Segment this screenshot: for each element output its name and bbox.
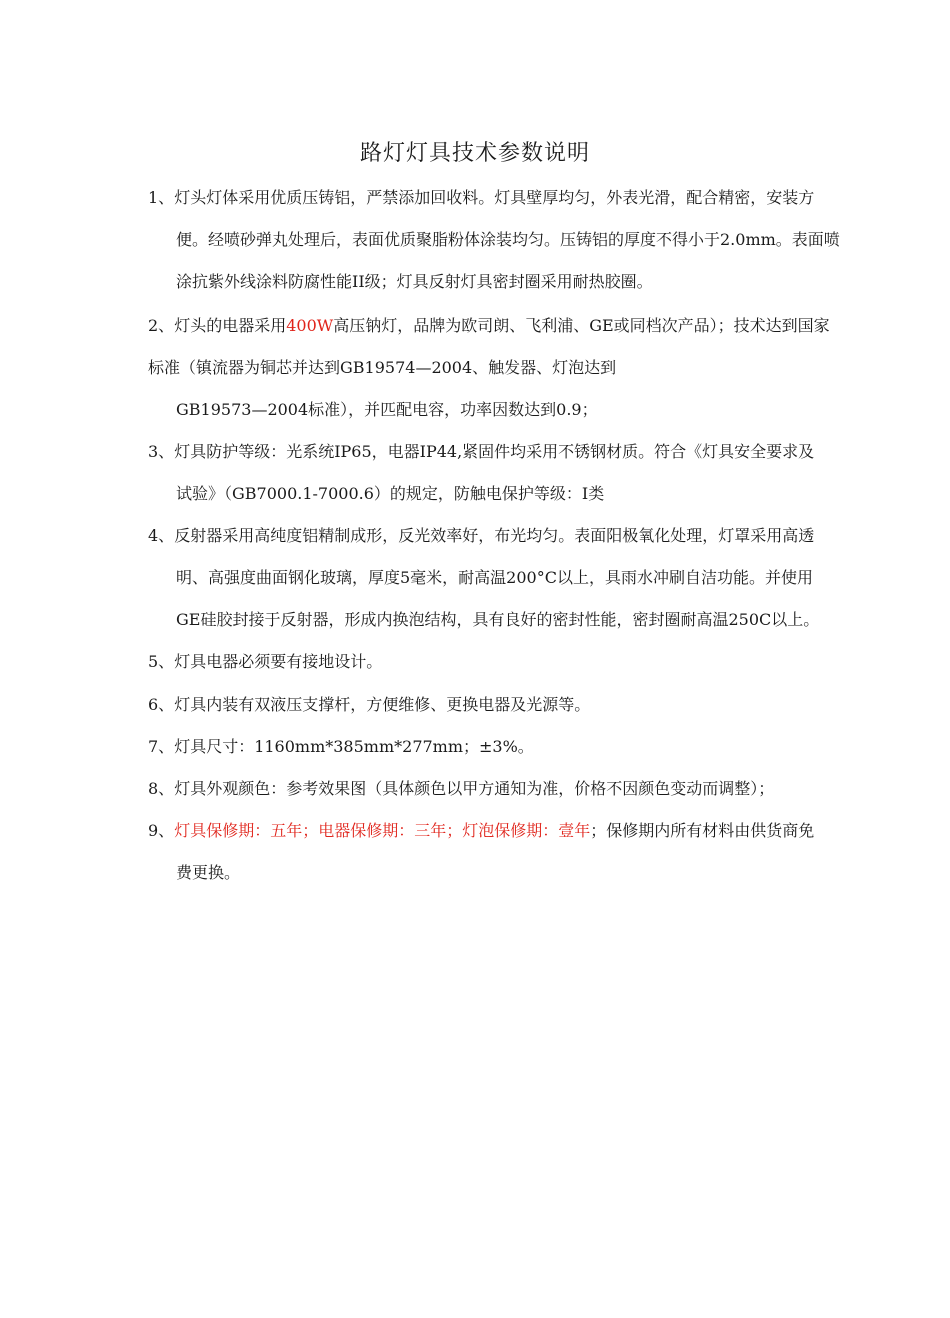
item-4-text-1: 反射器采用高纯度铝精制成形，反光效率好，布光均匀。表面阳极氧化处理，灯罩采用高透 bbox=[174, 526, 815, 545]
item-1-number: 1、 bbox=[148, 188, 175, 207]
document-title: 路灯灯具技术参数说明 bbox=[359, 141, 590, 166]
item-7-number: 7、 bbox=[148, 737, 175, 756]
item-7-line-1 bbox=[148, 726, 534, 768]
item-5-number: 5、 bbox=[148, 652, 175, 671]
item-3-number: 3、 bbox=[148, 442, 175, 461]
item-6-text-1: 灯具内装有双液压支撑杆，方便维修、更换电器及光源等。 bbox=[174, 695, 591, 714]
item-2-text-1b: 高压钠灯，品牌为欧司朗、飞利浦、GE或同档次产品）；技术达到国家 bbox=[333, 316, 830, 335]
item-4-line-1 bbox=[148, 515, 814, 557]
item-7-text-1: 灯具尺寸：1160mm*385mm*277mm；±3%。 bbox=[174, 737, 534, 756]
item-2-number: 2、 bbox=[148, 316, 175, 335]
item-2-line-1 bbox=[148, 305, 830, 347]
item-9-number: 9、 bbox=[148, 821, 175, 840]
item-1-line-1 bbox=[148, 177, 814, 219]
item-8-line-1 bbox=[148, 768, 774, 810]
item-5-text-1: 灯具电器必须要有接地设计。 bbox=[174, 652, 383, 671]
item-2-text-2: 标准（镇流器为铜芯并达到GB19574—2004、触发器、灯泡达到 bbox=[148, 358, 617, 377]
item-5-line-1 bbox=[148, 641, 382, 683]
item-6-number: 6、 bbox=[148, 695, 175, 714]
item-2-wattage-highlight: 400W bbox=[286, 316, 334, 335]
item-4-number: 4、 bbox=[148, 526, 175, 545]
item-3-line-1 bbox=[148, 431, 814, 473]
item-3-text-2: 试验》（GB7000.1-7000.6）的规定，防触电保护等级：I类 bbox=[176, 484, 605, 503]
item-1-text-1: 灯头灯体采用优质压铸铝，严禁添加回收料。灯具壁厚均匀，外表光滑，配合精密，安装方 bbox=[174, 188, 815, 207]
item-6-line-1 bbox=[148, 684, 590, 726]
item-9-line-1 bbox=[148, 810, 814, 852]
item-4-text-3: GE硅胶封接于反射器，形成内换泡结构，具有良好的密封性能，密封圈耐高温250C以上。 bbox=[176, 610, 820, 629]
item-2-text-1a: 灯头的电器采用 bbox=[174, 316, 287, 335]
item-2-text-3: GB19573—2004标准），并匹配电容，功率因数达到0.9； bbox=[176, 400, 598, 419]
item-9-text-2: 费更换。 bbox=[176, 863, 241, 882]
item-9-text-1b: ；保修期内所有材料由供货商免 bbox=[590, 821, 815, 840]
item-4-text-2: 明、高强度曲面钢化玻璃，厚度5毫米，耐高温200°C以上，具雨水冲刷自洁功能。并使用 bbox=[176, 568, 813, 587]
item-8-number: 8、 bbox=[148, 779, 175, 798]
item-1-text-2: 便。经喷砂弹丸处理后，表面优质聚脂粉体涂装均匀。压铸铝的厚度不得小于2.0mm。表面喷 bbox=[176, 230, 840, 249]
item-1-text-3: 涂抗紫外线涂料防腐性能II级；灯具反射灯具密封圈采用耐热胶圈。 bbox=[176, 272, 653, 291]
item-3-text-1: 灯具防护等级：光系统IP65，电器IP44,紧固件均采用不锈钢材质。符合《灯具安全要求及 bbox=[174, 442, 815, 461]
item-8-text-1: 灯具外观颜色：参考效果图（具体颜色以甲方通知为准，价格不因颜色变动而调整）； bbox=[174, 779, 775, 798]
item-9-warranty-highlight: 灯具保修期：五年；电器保修期：三年；灯泡保修期：壹年 bbox=[174, 821, 591, 840]
